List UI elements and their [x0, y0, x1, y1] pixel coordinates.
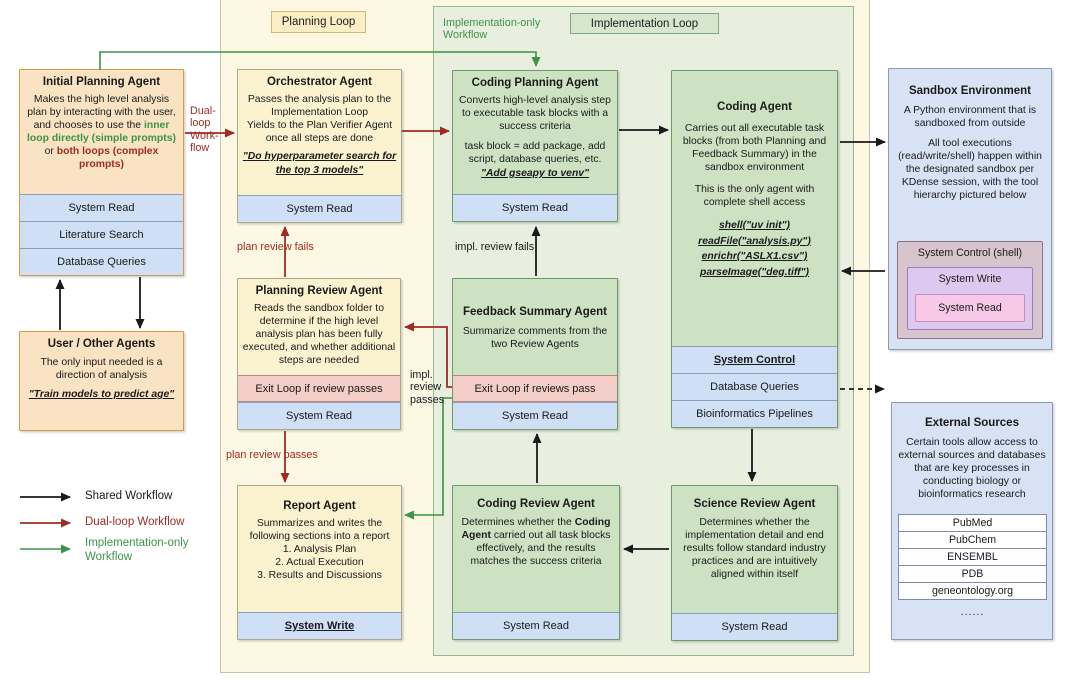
box-body: Determines whether the implementation detail and end results follow standard industry practices and are intuitively aligned within itself — [683, 517, 826, 580]
system-write-box — [907, 267, 1033, 330]
label-line: Implementation-only — [85, 537, 189, 549]
example-quote: "Do hyperparameter search for the top 3 models" — [242, 151, 397, 176]
box-title: Science Review Agent — [693, 498, 816, 510]
tool-row-system-read: System Read — [238, 402, 400, 429]
tool-call-example: shell("uv init") — [718, 220, 791, 231]
feedback-summary-agent-box — [452, 278, 618, 430]
external-source-pdb: PDB — [898, 565, 1047, 583]
tool-row-literature-search: Literature Search — [20, 221, 183, 248]
box-title: Planning Review Agent — [255, 285, 383, 297]
exit-loop-row: Exit Loop if review passes — [238, 375, 400, 402]
tool-row-database-queries: Database Queries — [20, 248, 183, 275]
label-line: Workflow — [85, 550, 133, 563]
system-control-shell-box — [897, 241, 1043, 339]
body-line: Passes the analysis plan to the Implementation Loop — [247, 94, 392, 118]
external-source-ensembl: ENSEMBL — [898, 548, 1047, 566]
legend-dual-loop-workflow: Dual-loop Workflow — [85, 516, 185, 528]
tool-call-examples — [698, 218, 811, 280]
box-title: Orchestrator Agent — [266, 76, 372, 88]
label-line: passes — [410, 393, 445, 406]
external-source-pubmed: PubMed — [898, 514, 1047, 532]
body-line: Yields to the Plan Verifier Agent once all steps are done — [246, 120, 393, 144]
system-write-label: System Write — [938, 273, 1002, 285]
box-body — [23, 93, 180, 171]
box-body: Summarize comments from the two Review Agents — [462, 326, 608, 350]
report-item: 2. Actual Execution — [275, 557, 364, 568]
box-title: Coding Planning Agent — [471, 77, 599, 89]
body-segment-green: inner loop directly (simple prompts) — [27, 120, 176, 144]
implementation-loop-badge: Implementation Loop — [570, 13, 719, 34]
tool-row-system-read: System Read — [238, 195, 401, 222]
user-other-agents-box — [19, 331, 184, 431]
box-body: Reads the sandbox folder to determine if the high level analysis plan has been fully executed, and whether additional steps are needed — [242, 303, 396, 366]
box-body: The only input needed is a direction of analysis — [40, 357, 163, 381]
tool-row-system-read: System Read — [672, 613, 837, 640]
example-quote: "Add gseapy to venv" — [480, 168, 589, 179]
coding-agent-box — [671, 70, 838, 428]
example-quote: "Train models to predict age" — [28, 389, 175, 400]
body-segment: or — [44, 146, 57, 157]
external-sources-more: ...... — [960, 606, 985, 618]
box-body: task block = add package, add script, database queries, etc. — [464, 141, 606, 165]
box-body: Converts high-level analysis step to executable task blocks with a success criteria — [459, 95, 611, 132]
planning-review-agent-box — [237, 278, 401, 430]
tool-row-database-queries: Database Queries — [672, 373, 837, 400]
coding-review-agent-box — [452, 485, 620, 640]
impl-review-passes-label — [410, 369, 444, 406]
box-body: This is the only agent with complete shell access — [694, 184, 815, 208]
box-body: Certain tools allow access to external sources and databases that are key processes in conducting biology or bioinformatics research — [898, 437, 1046, 500]
box-body — [241, 93, 398, 145]
label-line: Workflow — [443, 29, 488, 42]
tool-call-example: readFile("analysis.py") — [698, 235, 811, 247]
system-control-shell-label: System Control (shell) — [917, 247, 1023, 259]
box-body: A Python environment that is sandboxed from outside — [903, 105, 1037, 129]
science-review-agent-box — [671, 485, 838, 641]
box-title: Coding Review Agent — [477, 498, 595, 510]
box-body — [241, 517, 398, 582]
label-line: impl. — [410, 369, 433, 381]
tool-row-bioinformatics-pipelines: Bioinformatics Pipelines — [672, 400, 837, 427]
report-agent-box — [237, 485, 402, 640]
box-title: Feedback Summary Agent — [462, 306, 607, 318]
label-line: Work- — [190, 129, 219, 142]
box-title: Initial Planning Agent — [42, 76, 161, 88]
body-segment: carried out all task blocks effectively, and the results matches the success criteria — [470, 530, 611, 567]
initial-planning-agent-box — [19, 69, 184, 276]
label-line: loop — [190, 117, 211, 130]
system-read-box — [915, 294, 1025, 322]
box-title: Report Agent — [283, 500, 356, 512]
box-title: External Sources — [925, 417, 1019, 429]
report-item: 1. Analysis Plan — [282, 544, 357, 555]
report-item: 3. Results and Discussions — [257, 570, 382, 581]
legend-implementation-only-workflow — [85, 537, 189, 565]
external-sources-list — [898, 515, 1047, 618]
external-source-pubchem: PubChem — [898, 531, 1047, 549]
box-body — [456, 516, 616, 568]
legend-shared-workflow: Shared Workflow — [85, 490, 173, 502]
box-title: Coding Agent — [717, 101, 792, 113]
label-line: Dual- — [190, 105, 216, 117]
orchestrator-agent-box — [237, 69, 402, 223]
label-line: Implementation-only — [443, 17, 541, 29]
coding-planning-agent-box — [452, 70, 618, 222]
impl-review-fails-label: impl. review fails — [455, 241, 535, 253]
tool-row-system-read: System Read — [20, 194, 183, 221]
body-line: Summarizes and writes the following sections into a report — [249, 518, 390, 542]
tool-row-system-write: System Write — [238, 612, 401, 639]
body-segment-bold: Coding Agent — [461, 517, 611, 541]
tool-row-system-read: System Read — [453, 402, 617, 429]
implementation-only-workflow-label — [443, 17, 540, 42]
box-title: User / Other Agents — [47, 338, 156, 350]
external-source-geneontology: geneontology.org — [898, 582, 1047, 600]
box-body: All tool executions (read/write/shell) happen within the designated sandbox per KDense session, with the tool hierarchy pictured below — [898, 138, 1042, 201]
body-segment: Determines whether the — [461, 517, 575, 528]
planning-loop-badge: Planning Loop — [271, 11, 366, 33]
sandbox-environment-box — [888, 68, 1052, 350]
tool-call-example: parseImage("deg.tiff") — [700, 266, 809, 278]
plan-review-fails-label: plan review fails — [237, 241, 314, 253]
body-segment-red: both loops (complex prompts) — [56, 146, 159, 170]
tool-call-example: enrichr("ASLX1.csv") — [701, 251, 808, 263]
tool-row-system-read: System Read — [453, 612, 619, 639]
tool-row-system-control: System Control — [672, 346, 837, 373]
external-sources-box — [891, 402, 1053, 640]
system-read-label: System Read — [938, 302, 1002, 314]
plan-review-passes-label: plan review passes — [226, 449, 318, 461]
tool-row-system-read: System Read — [453, 194, 617, 221]
label-line: review — [410, 381, 442, 394]
dual-loop-workflow-label — [190, 105, 219, 155]
body-segment: Makes the high level analysis plan by interacting with the user, and chooses to use the — [27, 94, 176, 131]
exit-loop-row: Exit Loop if reviews pass — [453, 375, 617, 402]
label-line: flow — [190, 142, 210, 155]
box-title: Sandbox Environment — [908, 85, 1032, 97]
box-body: Carries out all executable task blocks (from both Planning and Feedback Summary) in the sandbox environment — [682, 123, 827, 173]
